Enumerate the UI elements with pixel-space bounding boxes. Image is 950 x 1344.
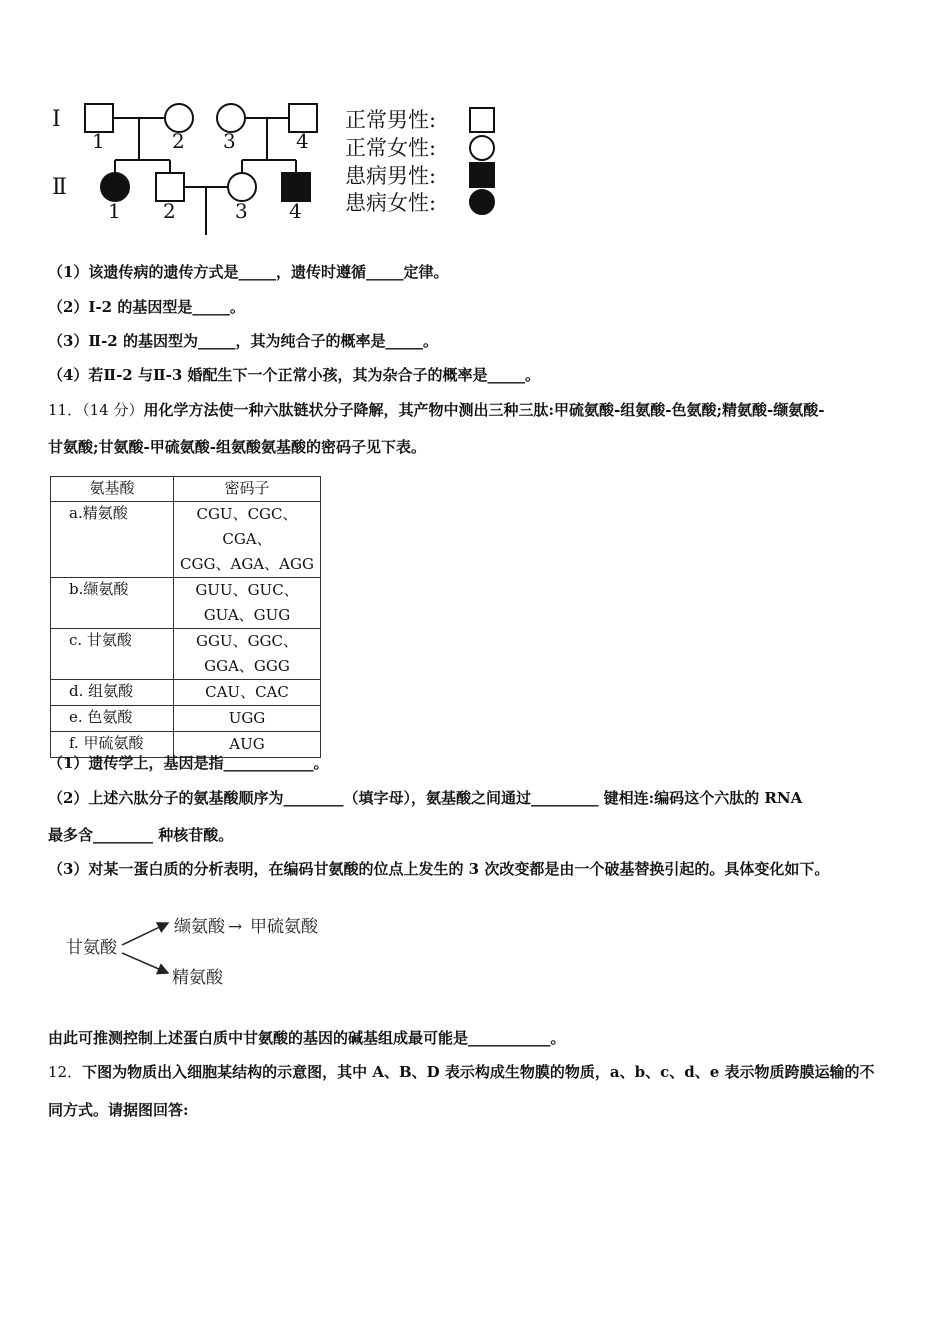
table-header-row [51,477,321,502]
amino-acid-cell: d. 组氨酸 [51,680,174,706]
table-header-cell: 密码子 [174,477,321,502]
amino-acid-cell: a.精氨酸 [51,502,174,578]
pedigree-I-2-normal-female [165,104,193,132]
pedigree-number: 4 [296,129,309,153]
q10-part-4: （4）若Ⅱ-2 与Ⅱ-3 婚配生下一个正常小孩，其为杂合子的概率是_____。 [48,366,540,384]
generation-II-label: Ⅱ [52,175,67,200]
arrow-glyph: → [228,917,243,937]
q11-part-2-line2: 最多含________ 种核苷酸。 [48,826,234,844]
codon-cell [174,578,321,629]
q11-part-3: （3）对某一蛋白质的分析表明，在编码甘氨酸的位点上发生的 3 次改变都是由一个破基替换引起的。具体变化如下。 [48,860,830,878]
pedigree-II-3-normal-female [228,173,256,201]
pedigree-I-4-normal-male [289,104,317,132]
legend-affected-male-icon [470,163,494,187]
legend-normal-female-icon [470,136,494,160]
amino-acid-cell: b.缬氨酸 [51,578,174,629]
generation-I-label: Ⅰ [52,107,61,132]
legend-affected-female-icon [470,190,494,214]
pedigree-number: 3 [223,129,236,153]
q12-stem-text: 下图为物质出入细胞某结构的示意图，其中 A、B、D 表示构成生物膜的物质，a、b、c、d、e 表示物质跨膜运输的不 [82,1063,875,1081]
legend-label: 正常女性: [345,136,437,160]
valine-label: 缬氨酸 [174,917,225,937]
pedigree-number: 1 [108,199,121,223]
pedigree-number: 2 [163,199,176,223]
pedigree-I-1-normal-male [85,104,113,132]
codon-text: GGU、GGC、 [195,632,299,650]
table-row [51,706,321,732]
table-row [51,680,321,706]
q11-stem-line2: 甘氨酸;甘氨酸-甲硫氨酸-组氨酸氨基酸的密码子见下表。 [48,438,426,456]
pedigree-number: 1 [92,129,105,153]
amino-acid-cell: f. 甲硫氨酸 [51,732,174,758]
q12-stem-line1 [48,1061,874,1082]
codon-text: GUA、GUG [203,606,291,624]
q11-number: 11．（14 分） [48,401,144,419]
codon-cell [174,502,321,578]
codon-cell [174,629,321,680]
q11-stem-text: 用化学方法使一种六肽链状分子降解，其产物中测出三种三肽:甲硫氨酸-组氨酸-色氨酸;精氨酸-缬氨酸- [143,401,825,419]
pedigree-I-3-normal-female [217,104,245,132]
methionine-label: 甲硫氨酸 [250,917,318,937]
q11-stem-line1 [48,399,824,420]
codon-text: CGU、CGC、CGA、 [196,505,298,548]
q12-stem-line2: 同方式。请据图回答: [48,1101,189,1119]
arrow-icon [122,923,168,945]
q10-part-1: （1）该遗传病的遗传方式是_____，遗传时遵循_____定律。 [48,263,449,281]
q11-part-1: （1）遗传学上，基因是指____________。 [48,754,329,772]
codon-text: CGG、AGA、AGG [180,555,314,573]
codon-table [50,476,321,758]
codon-cell: CAU、CAC [174,680,321,706]
table-row [51,629,321,680]
arginine-label: 精氨酸 [172,968,223,988]
codon-cell: AUG [174,732,321,758]
q12-number: 12． [48,1063,83,1081]
glycine-label: 甘氨酸 [66,938,117,958]
q10-part-2: （2）Ⅰ-2 的基因型是_____。 [48,298,245,316]
table-row [51,578,321,629]
table-row [51,502,321,578]
q11-part-2-line1: （2）上述六肽分子的氨基酸顺序为________（填字母），氨基酸之间通过_________ 键相连:编码这个六肽的 RNA [48,789,803,807]
legend-label: 正常男性: [345,108,437,132]
arrow-icon [122,953,168,973]
pedigree-chart [40,90,520,240]
table-header-cell: 氨基酸 [51,477,174,502]
codon-text: GUU、GUC、 [195,581,299,599]
pedigree-number: 2 [172,129,185,153]
legend-normal-male-icon [470,108,494,132]
legend-label: 患病女性: [345,191,437,215]
amino-acid-cell: e. 色氨酸 [51,706,174,732]
pedigree-II-2-normal-male [156,173,184,201]
codon-cell: UGG [174,706,321,732]
mutation-diagram [60,905,360,995]
pedigree-number: 3 [235,199,248,223]
legend-label: 患病男性: [345,164,437,188]
pedigree-number: 4 [289,199,302,223]
codon-text: GGA、GGG [204,657,290,675]
amino-acid-cell: c. 甘氨酸 [51,629,174,680]
q11-conclusion: 由此可推测控制上述蛋白质中甘氨酸的基因的碱基组成最可能是___________。 [48,1029,566,1047]
q10-part-3: （3）Ⅱ-2 的基因型为_____，其为纯合子的概率是_____。 [48,332,438,350]
pedigree-II-1-affected-female [101,173,129,201]
pedigree-II-4-affected-male [282,173,310,201]
